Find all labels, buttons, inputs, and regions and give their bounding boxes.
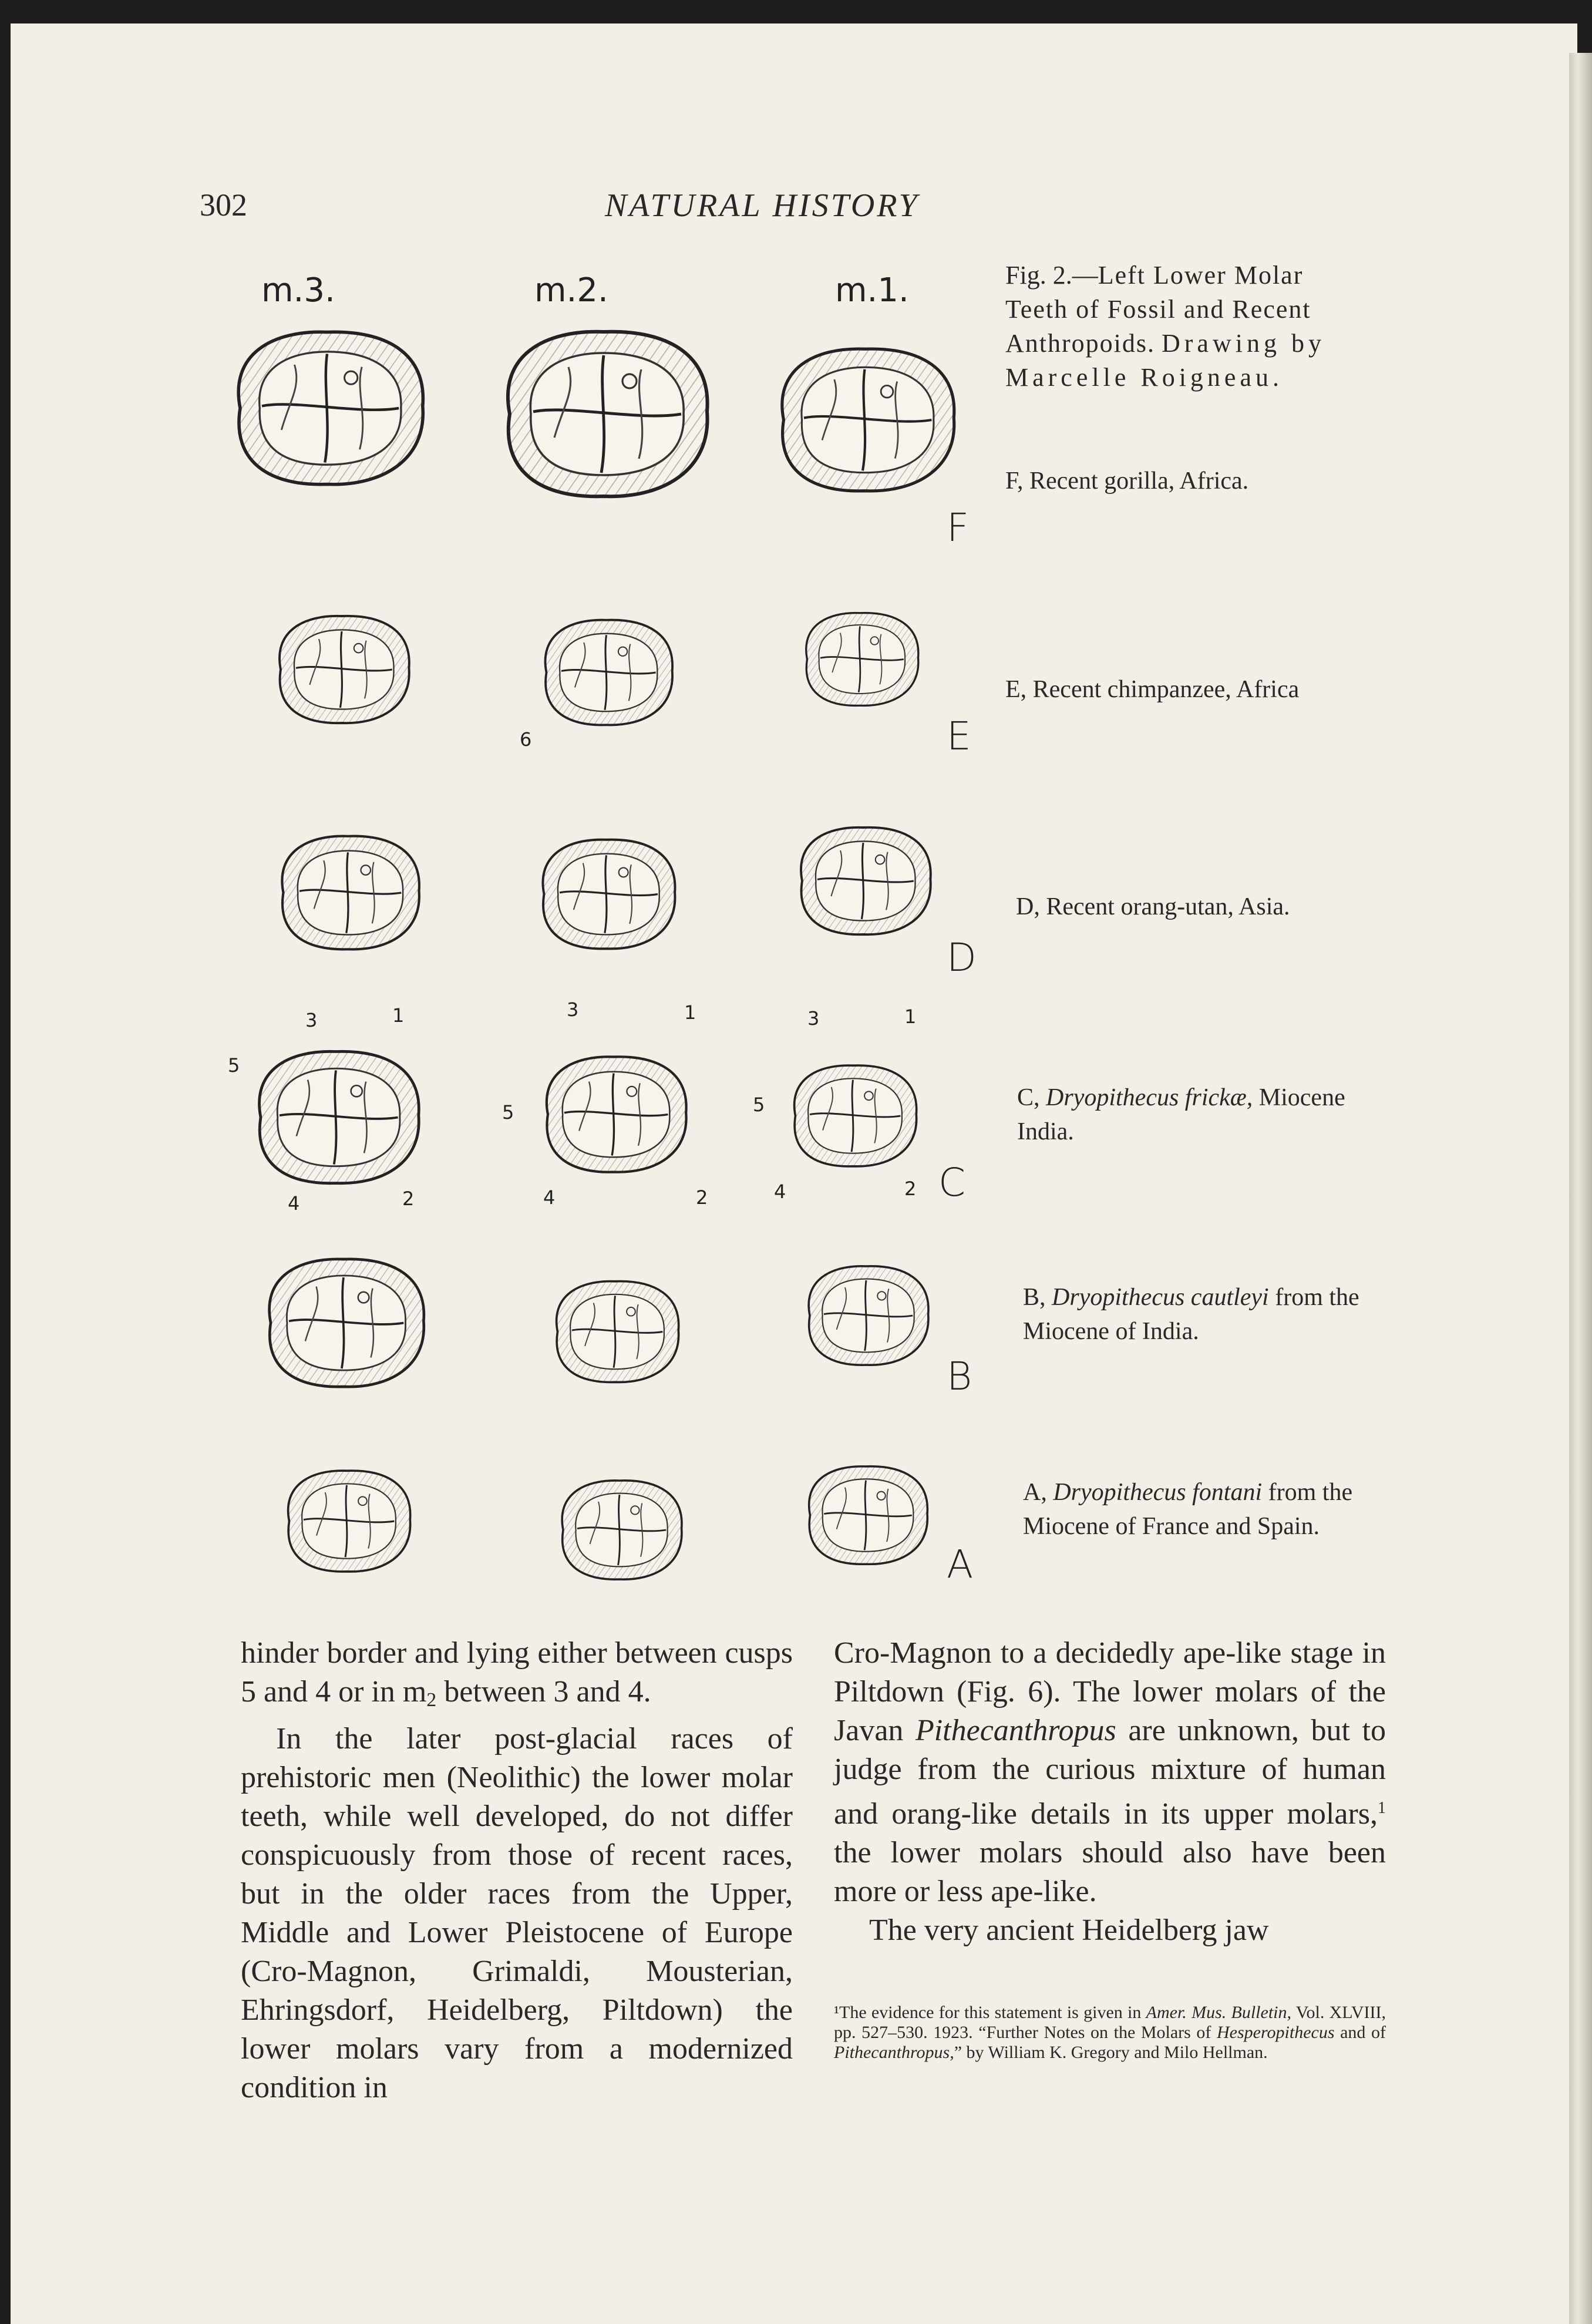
drawing-credit: Drawing by Marcelle Roigneau. bbox=[1005, 329, 1325, 392]
tooth-a-m2 bbox=[549, 1457, 690, 1603]
page-header bbox=[0, 187, 1592, 228]
column-label-m2: m.2. bbox=[534, 271, 608, 310]
cusp-number-4: 4 bbox=[288, 1192, 300, 1215]
tooth-b-m2 bbox=[543, 1254, 687, 1410]
running-head: NATURAL HISTORY bbox=[605, 187, 920, 224]
figure-caption: Fig. 2.—Left Lower Molar Teeth of Fossil and Recent Anthropoids. Drawing by Marcelle Roigneau. bbox=[1005, 261, 1325, 392]
cusp-number-6: 6 bbox=[520, 728, 532, 751]
legend-c: C, Dryopithecus frickæ, Miocene India. bbox=[1017, 1084, 1345, 1145]
column-label-m1: m.1. bbox=[835, 271, 909, 310]
tooth-b-m3 bbox=[253, 1245, 435, 1401]
tooth-d-m2 bbox=[529, 819, 684, 969]
cusp-number-5: 5 bbox=[502, 1101, 514, 1124]
cusp-number-5: 5 bbox=[753, 1094, 765, 1116]
cusp-number-3: 3 bbox=[305, 1009, 318, 1031]
legend-f: F, Recent gorilla, Africa. bbox=[1005, 468, 1249, 495]
tooth-e-m1 bbox=[794, 599, 926, 719]
cusp-number-3: 3 bbox=[567, 998, 579, 1021]
tooth-c-m3 bbox=[242, 1040, 430, 1195]
tooth-a-m3 bbox=[275, 1462, 419, 1580]
cusp-number-5: 5 bbox=[228, 1054, 240, 1077]
legend-e: E, Recent chimpanzee, Africa bbox=[1005, 676, 1300, 703]
cusp-number-3: 3 bbox=[807, 1007, 820, 1030]
tooth-f-m2 bbox=[486, 320, 721, 508]
cusp-number-1: 1 bbox=[392, 1004, 405, 1027]
cusp-number-2: 2 bbox=[904, 1178, 917, 1200]
tooth-b-m1 bbox=[796, 1257, 937, 1374]
row-letter-e: E bbox=[947, 714, 971, 759]
paragraph: Cro-Magnon to a decidedly ape-like stage in Piltdown (Fig. 6). The lower molars of the Javan Pithecanthropus are unknown, but to judge from the curious mixture of human and orang-like details in its upper molars,$^1$ the lower molars should also have been more or less ape-like. bbox=[834, 1636, 1386, 1908]
tooth-c-m2 bbox=[531, 1031, 696, 1198]
caption-title: Left Lower Molar Teeth of Fossil and Recent Anthropoids. bbox=[1005, 261, 1311, 358]
row-letter-a: A bbox=[947, 1542, 974, 1587]
cusp-number-1: 1 bbox=[904, 1005, 917, 1028]
page-number: 302 bbox=[200, 187, 247, 223]
legend-b: B, Dryopithecus cautleyi from the Miocene of India. bbox=[1023, 1284, 1359, 1345]
row-letter-f: F bbox=[947, 505, 969, 550]
footnote: ¹The evidence for this statement is given in Amer. Mus. Bulletin, Vol. XLVIII, pp. 527–530. 1923. “Further Notes on the Molars of Hesperopithecus and of Pithecanthropus,” by William K. Gregory and Milo Hellman. bbox=[834, 2003, 1386, 2062]
row-letter-d: D bbox=[947, 935, 977, 980]
page-edge bbox=[1569, 53, 1592, 2324]
cusp-number-2: 2 bbox=[696, 1186, 708, 1209]
tooth-d-m1 bbox=[787, 810, 940, 951]
column-label-m3: m.3. bbox=[261, 271, 335, 310]
tooth-d-m3 bbox=[267, 819, 429, 966]
tooth-f-m3 bbox=[218, 317, 436, 499]
legend-a: A, Dryopithecus fontani from the Miocene of France and Spain. bbox=[1023, 1479, 1353, 1540]
tooth-c-m1 bbox=[781, 1042, 925, 1189]
body-column-left bbox=[241, 1634, 793, 2107]
paragraph: The very ancient Heidelberg jaw bbox=[869, 1913, 1269, 1947]
paragraph: In the later post-glacial races of prehistoric men (Neolithic) the lower molar teeth, while well developed, do not differ conspicuously from those of recent races, but in the older races from the Upper, Middle and Lower Pleistocene of Europe (Cro-Magnon, Grimaldi, Mousterian, Ehringsdorf, Heidelberg, Piltdown) the lower molars vary from a modernized condition in bbox=[241, 1722, 793, 2104]
tooth-e-m2 bbox=[531, 605, 681, 740]
row-letter-b: B bbox=[947, 1354, 972, 1399]
legend-d: D, Recent orang-utan, Asia. bbox=[1016, 893, 1290, 920]
row-letter-c: C bbox=[938, 1160, 966, 1205]
cusp-number-1: 1 bbox=[684, 1001, 696, 1024]
tooth-f-m1 bbox=[763, 332, 966, 508]
tooth-e-m3 bbox=[265, 596, 418, 743]
paragraph: hinder border and lying either between cusps 5 and 4 or in $m_2$ between 3 and 4. bbox=[241, 1636, 793, 1711]
body-column-right bbox=[834, 1634, 1386, 1950]
cusp-number-4: 4 bbox=[774, 1181, 786, 1203]
fig-label: Fig. 2. bbox=[1005, 261, 1072, 290]
cusp-number-4: 4 bbox=[543, 1186, 556, 1209]
tooth-a-m1 bbox=[794, 1459, 938, 1571]
cusp-number-2: 2 bbox=[402, 1188, 415, 1210]
